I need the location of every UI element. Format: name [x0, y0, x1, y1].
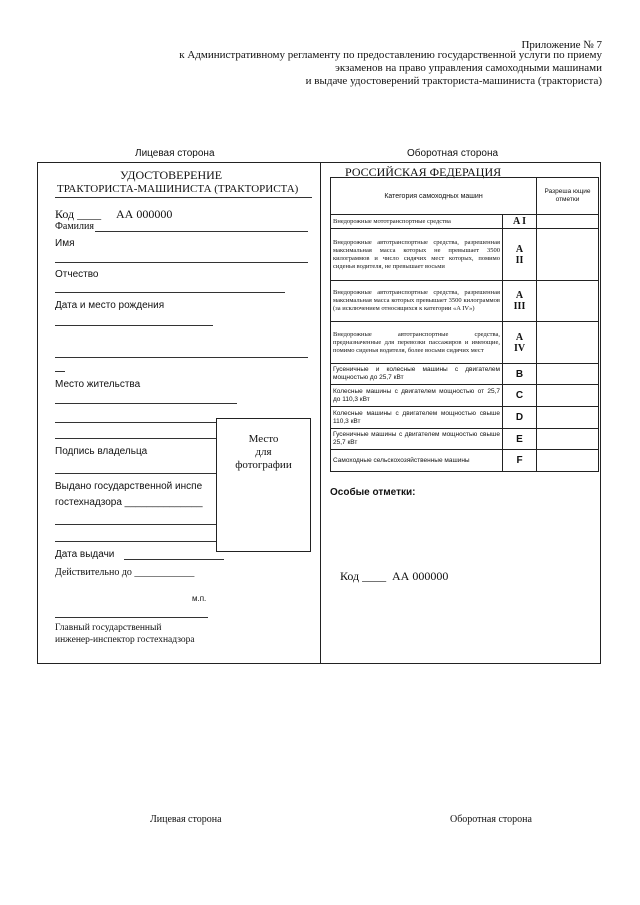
card-fold-divider	[320, 162, 321, 664]
category-mark-cell	[537, 450, 599, 472]
category-mark-cell	[537, 281, 599, 322]
category-description: Колесные машины с двигателем мощностью свыше 110,3 кВт	[331, 407, 503, 429]
chief-signature-line	[55, 617, 208, 618]
issued-by-line	[55, 524, 216, 525]
category-description: Внедорожные автотранспортные средства, разрешенная максимальная масса которых не превышает 3500 килограммов и число сидячих мест которых, помимо сиденья водителя, не превышает восьми	[331, 229, 503, 281]
category-mark-cell	[537, 364, 599, 385]
category-description: Гусеничные машины с двигателем мощностью свыше 25,7 кВт	[331, 429, 503, 450]
subtitle-rule	[55, 197, 312, 198]
front-subtitle: ТРАКТОРИСТА-МАШИНИСТА (ТРАКТОРИСТА)	[57, 183, 299, 195]
category-row	[331, 364, 599, 385]
category-mark-cell	[537, 385, 599, 407]
name-label: Имя	[55, 238, 75, 249]
valid-until-label: Действительно до ____________	[55, 567, 195, 578]
category-row	[331, 215, 599, 229]
category-mark-cell	[537, 429, 599, 450]
birth-line	[55, 371, 65, 372]
category-description: Колесные машины с двигателем мощностью от 25,7 до 110,3 кВт	[331, 385, 503, 407]
issued-by-line	[55, 541, 216, 542]
category-row	[331, 429, 599, 450]
category-code: F	[503, 450, 537, 472]
signature-label: Подпись владельца	[55, 446, 148, 457]
issue-date-line	[124, 559, 224, 560]
category-description: Внедорожные мототранспортные средства	[331, 215, 503, 229]
category-row	[331, 281, 599, 322]
back-code-value: АА 000000	[392, 569, 449, 583]
special-marks-label: Особые отметки:	[330, 487, 416, 498]
category-mark-cell	[537, 215, 599, 229]
photo-label: Место	[248, 433, 279, 445]
name-line	[55, 262, 308, 263]
category-description: Внедорожные автотранспортные средства, предназначенные для перевозки пассажиров и имеющие, помимо сиденья водителя, более восьми сидячих мест	[331, 322, 503, 364]
regulation-line: к Административному регламенту по предоставлению государственной услуги по приему	[179, 49, 602, 61]
category-row	[331, 407, 599, 429]
category-description: Самоходные сельскохозяйственные машины	[331, 450, 503, 472]
table-header-row	[331, 178, 599, 215]
category-code: A I	[503, 215, 537, 229]
surname-label: Фамилия	[55, 221, 94, 232]
chief-title: Главный государственный	[55, 623, 162, 633]
back-side-caption-bottom: Оборотная сторона	[450, 814, 532, 825]
category-description: Гусеничные и колесные машины с двигателем мощностью до 25,7 кВт	[331, 364, 503, 385]
front-code-label: Код ____	[55, 207, 102, 221]
category-description: Внедорожные автотранспортные средства, разрешенная максимальная масса которых превышает 3500 килограммов (за исключением относящихся к категории «A IV»)	[331, 281, 503, 322]
issued-by-label-2: гостехнадзора ______________	[55, 497, 203, 508]
back-title: РОССИЙСКАЯ ФЕДЕРАЦИЯ	[345, 165, 502, 179]
category-code: D	[503, 407, 537, 429]
marks-column-header: Разреша ющие отметки	[537, 178, 599, 215]
category-column-header: Категория самоходных машин	[331, 178, 537, 215]
front-title: УДОСТОВЕРЕНИЕ	[120, 168, 223, 182]
category-mark-cell	[537, 322, 599, 364]
category-row	[331, 229, 599, 281]
regulation-line: экзаменов на право управления самоходными машинами	[335, 62, 602, 74]
category-mark-cell	[537, 407, 599, 429]
category-code: E	[503, 429, 537, 450]
birth-line	[55, 357, 308, 358]
category-row	[331, 322, 599, 364]
categories-table	[330, 177, 599, 472]
regulation-line: и выдаче удостоверений тракториста-машиниста (тракториста)	[305, 75, 602, 87]
signature-line	[55, 473, 216, 474]
chief-title-2: инженер-инспектор гостехнадзора	[55, 635, 195, 645]
residence-line	[55, 438, 216, 439]
category-mark-cell	[537, 229, 599, 281]
residence-line	[55, 422, 216, 423]
appendix-number: Приложение № 7	[521, 39, 602, 51]
category-code: B	[503, 364, 537, 385]
back-code-label: Код ____	[340, 569, 387, 583]
category-code: A IV	[503, 322, 537, 364]
front-side-caption-bottom: Лицевая сторона	[150, 814, 222, 825]
photo-label: для	[255, 446, 272, 458]
issue-date-label: Дата выдачи	[55, 549, 115, 560]
residence-line	[55, 403, 237, 404]
photo-label: фотографии	[235, 459, 292, 471]
patronymic-label: Отчество	[55, 269, 99, 280]
category-code: C	[503, 385, 537, 407]
residence-label: Место жительства	[55, 379, 141, 390]
category-row	[331, 385, 599, 407]
birth-line	[55, 325, 213, 326]
front-side-caption: Лицевая сторона	[135, 148, 215, 159]
issued-by-label: Выдано государственной инспе	[55, 481, 203, 492]
birth-label: Дата и место рождения	[55, 300, 165, 311]
patronymic-line	[55, 292, 285, 293]
front-code-value: АА 000000	[116, 207, 173, 221]
category-code: A II	[503, 229, 537, 281]
category-code: A III	[503, 281, 537, 322]
stamp-place: м.п.	[192, 594, 207, 603]
category-row	[331, 450, 599, 472]
photo-placeholder	[216, 418, 311, 552]
back-side-caption: Оборотная сторона	[407, 148, 499, 159]
surname-line	[95, 231, 308, 232]
